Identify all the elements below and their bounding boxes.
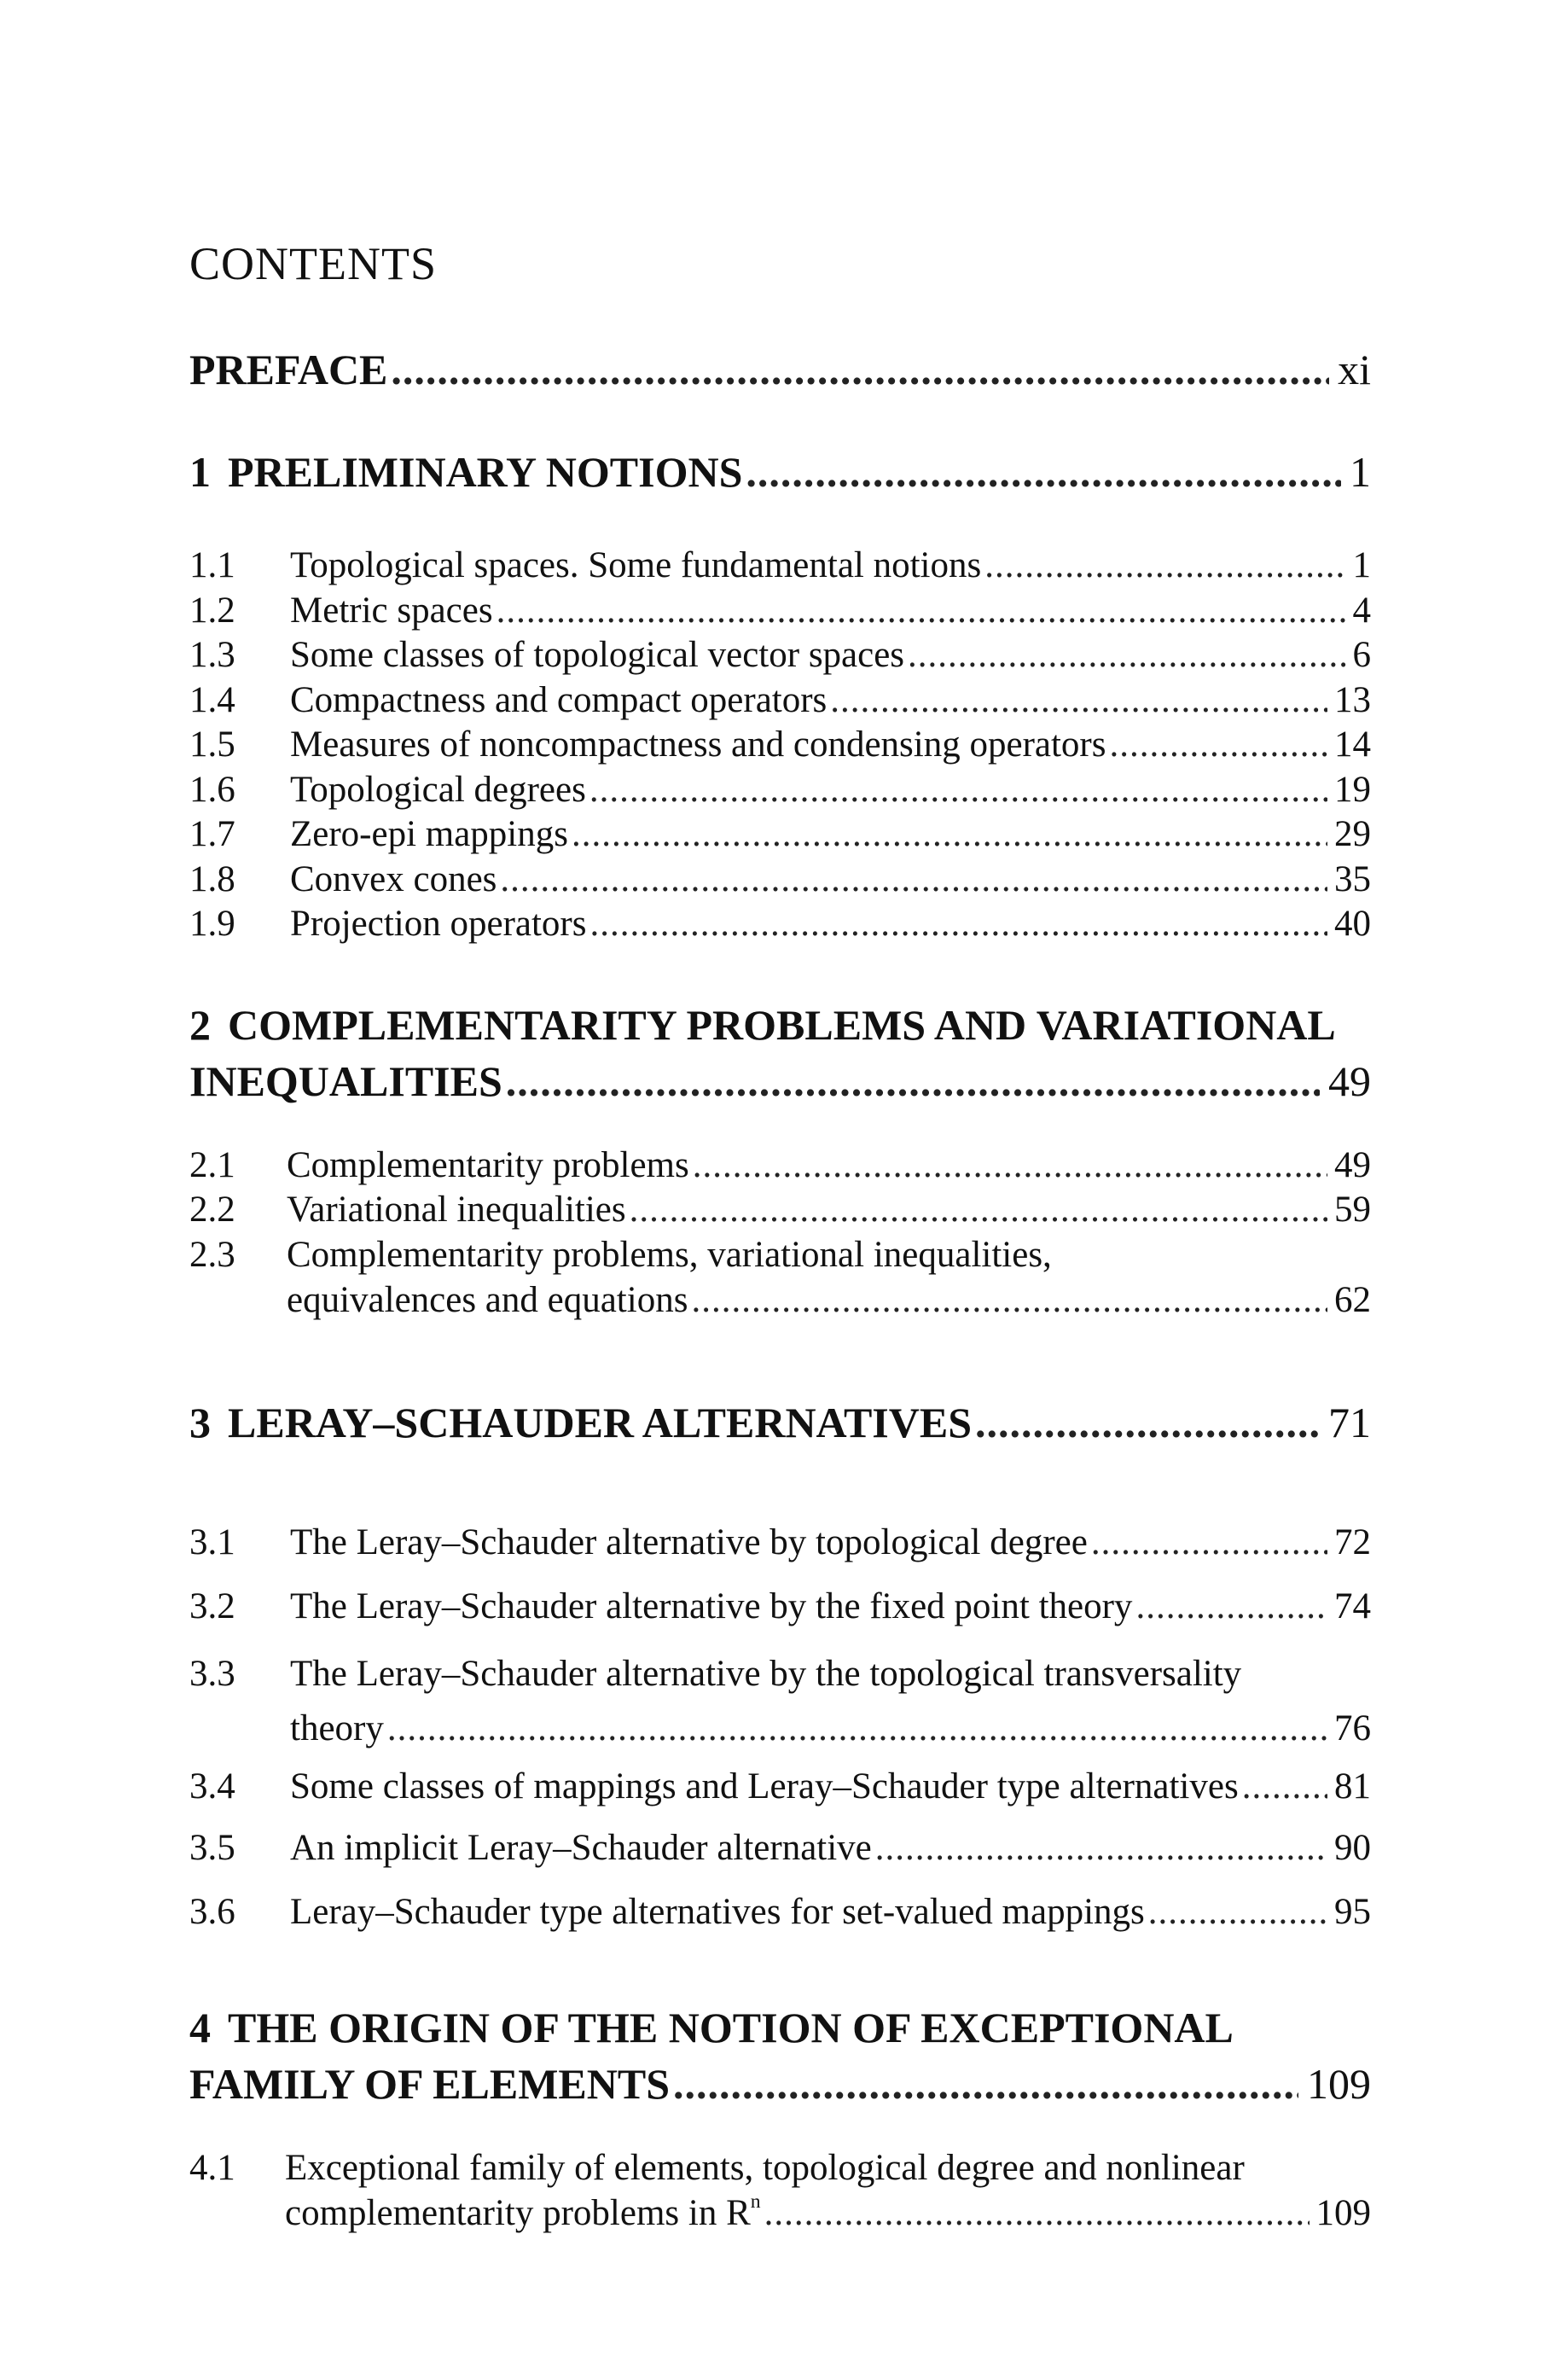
section-number: 1.4 (189, 680, 235, 720)
chapter-title-line-2: FAMILY OF ELEMENTS (189, 2060, 671, 2108)
section-title: Zero-epi mappings (290, 814, 568, 854)
dot-leader (1135, 1585, 1327, 1630)
section-number: 2.2 (189, 1190, 235, 1230)
section-number: 1.9 (189, 904, 235, 944)
section-title: Some classes of topological vector spaces (290, 635, 905, 675)
chapter-title-line-2: INEQUALITIES (189, 1057, 502, 1105)
section-title: The Leray–Schauder alternative by topological degree (290, 1522, 1088, 1562)
page-number: 29 (1334, 814, 1371, 854)
toc-section-1-7[interactable] (189, 812, 1371, 858)
page-number: 90 (1334, 1828, 1371, 1868)
page-number: 4 (1352, 591, 1371, 631)
dot-leader (387, 1702, 1327, 1756)
contents-heading: CONTENTS (189, 238, 437, 289)
section-title-line-1: Complementarity problems, variational inequalities, (287, 1235, 1052, 1275)
page-number: 49 (1328, 1057, 1371, 1105)
dot-leader (975, 1394, 1320, 1451)
toc-section-1-1[interactable] (189, 544, 1371, 589)
dot-leader (590, 902, 1328, 947)
page-number: 19 (1334, 770, 1371, 810)
chapter-number: 4 (189, 2004, 211, 2051)
page-number: 76 (1334, 1708, 1371, 1748)
toc-section-3-1[interactable] (189, 1521, 1371, 1566)
chapter-title: PREFACE (189, 346, 388, 393)
toc-section-1-6[interactable] (189, 768, 1371, 813)
section-number: 1.5 (189, 724, 235, 765)
section-number: 2.1 (189, 1145, 235, 1185)
chapter-title-line-1: THE ORIGIN OF THE NOTION OF EXCEPTIONAL (228, 2004, 1234, 2051)
toc-section-1-2[interactable] (189, 589, 1371, 634)
chapter-number: 1 (189, 448, 211, 496)
chapter-title: LERAY–SCHAUDER ALTERNATIVES (228, 1399, 973, 1446)
toc-section-1-5[interactable] (189, 723, 1371, 768)
section-title: Metric spaces (290, 591, 493, 631)
toc-section-2-3[interactable] (189, 1233, 1371, 1323)
section-title-line-1: Exceptional family of elements, topological degree and nonlinear (285, 2148, 1245, 2188)
dot-leader (1109, 723, 1327, 768)
toc-section-1-9[interactable] (189, 902, 1371, 947)
page-number: 109 (1315, 2192, 1371, 2233)
section-title-line-2: theory (290, 1708, 384, 1748)
section-title: Topological spaces. Some fundamental notions (290, 545, 982, 585)
section-title-line-2: equivalences and equations (287, 1279, 688, 1320)
dot-leader (506, 1053, 1320, 1109)
page-number: 109 (1307, 2060, 1371, 2108)
chapter-title-line-1: COMPLEMENTARITY PROBLEMS AND VARIATIONAL (228, 1001, 1336, 1049)
section-number: 1.2 (189, 591, 235, 631)
section-number: 3.6 (189, 1892, 235, 1932)
section-number: 1.3 (189, 635, 235, 675)
page-number: 1 (1350, 448, 1371, 496)
toc-section-3-2[interactable] (189, 1585, 1371, 1630)
section-title: The Leray–Schauder alternative by the fixed point theory (290, 1586, 1133, 1626)
dot-leader (1148, 1890, 1327, 1935)
page-number: 14 (1334, 724, 1371, 765)
toc-section-1-3[interactable] (189, 633, 1371, 678)
toc-section-1-8[interactable] (189, 858, 1371, 903)
dot-leader (572, 812, 1327, 858)
section-title: Complementarity problems (287, 1145, 689, 1185)
section-title-line-2 (285, 2191, 761, 2237)
dot-leader (500, 858, 1327, 903)
dot-leader (589, 768, 1327, 813)
toc-section-3-6[interactable] (189, 1890, 1371, 1935)
section-number: 3.2 (189, 1586, 235, 1626)
dot-leader (673, 2056, 1298, 2112)
section-number: 3.4 (189, 1766, 235, 1807)
section-number: 1.7 (189, 814, 235, 854)
toc-chapter-1[interactable] (189, 444, 1371, 500)
dot-leader (630, 1188, 1327, 1233)
page-number: 13 (1334, 680, 1371, 720)
dot-leader (1242, 1765, 1327, 1810)
page-number: 59 (1334, 1190, 1371, 1230)
section-title: Topological degrees (290, 770, 586, 810)
dot-leader (1091, 1521, 1327, 1566)
section-number: 3.1 (189, 1522, 235, 1562)
dot-leader (693, 1143, 1327, 1189)
page-number: 35 (1334, 859, 1371, 899)
toc-section-2-1[interactable] (189, 1143, 1371, 1189)
dot-leader (830, 678, 1327, 724)
page-number: 74 (1334, 1586, 1371, 1626)
toc-entry-preface[interactable] (189, 341, 1371, 398)
section-title: Some classes of mappings and Leray–Schauder type alternatives (290, 1766, 1239, 1807)
toc-section-2-2[interactable] (189, 1188, 1371, 1233)
section-number: 2.3 (189, 1235, 235, 1275)
section-title-line-1: The Leray–Schauder alternative by the topological transversality (290, 1654, 1242, 1694)
section-number: 1.1 (189, 545, 235, 585)
section-title-text: complementarity problems in R (285, 2192, 751, 2233)
page-number: 95 (1334, 1892, 1371, 1932)
chapter-number: 2 (189, 1001, 211, 1049)
dot-leader (984, 544, 1345, 589)
toc-section-3-4[interactable] (189, 1765, 1371, 1810)
toc-section-1-4[interactable] (189, 678, 1371, 724)
superscript-n: n (750, 2190, 761, 2213)
page-number: 1 (1352, 545, 1371, 585)
section-title: Convex cones (290, 859, 497, 899)
page-number: 62 (1334, 1279, 1371, 1320)
page-number: 71 (1328, 1399, 1371, 1446)
toc-section-3-5[interactable] (189, 1826, 1371, 1871)
section-title: Leray–Schauder type alternatives for set-valued mappings (290, 1892, 1145, 1932)
dot-leader (497, 589, 1346, 634)
dot-leader (764, 2191, 1310, 2237)
toc-section-3-3[interactable] (189, 1647, 1371, 1756)
toc-chapter-4[interactable] (189, 1999, 1371, 2112)
section-number: 1.6 (189, 770, 235, 810)
page-number: 6 (1352, 635, 1371, 675)
page-number: 49 (1334, 1145, 1371, 1185)
dot-leader (875, 1826, 1327, 1871)
section-title: An implicit Leray–Schauder alternative (290, 1828, 872, 1868)
section-number: 3.5 (189, 1828, 235, 1868)
page-number: 72 (1334, 1522, 1371, 1562)
page-number: xi (1338, 346, 1371, 393)
section-title: Variational inequalities (287, 1190, 626, 1230)
section-number: 4.1 (189, 2148, 235, 2188)
section-title: Compactness and compact operators (290, 680, 828, 720)
dot-leader (691, 1278, 1327, 1324)
dot-leader (746, 444, 1341, 500)
page-number: 81 (1334, 1766, 1371, 1807)
section-number: 1.8 (189, 859, 235, 899)
toc-chapter-3[interactable] (189, 1394, 1371, 1451)
page-number: 40 (1334, 904, 1371, 944)
section-title: Projection operators (290, 904, 587, 944)
toc-chapter-2[interactable] (189, 997, 1371, 1109)
chapter-title: PRELIMINARY NOTIONS (228, 448, 743, 496)
section-title: Measures of noncompactness and condensing operators (290, 724, 1106, 765)
chapter-number: 3 (189, 1399, 211, 1446)
toc-section-4-1[interactable] (189, 2146, 1371, 2236)
dot-leader (908, 633, 1345, 678)
section-number: 3.3 (189, 1654, 235, 1694)
dot-leader (391, 341, 1329, 398)
